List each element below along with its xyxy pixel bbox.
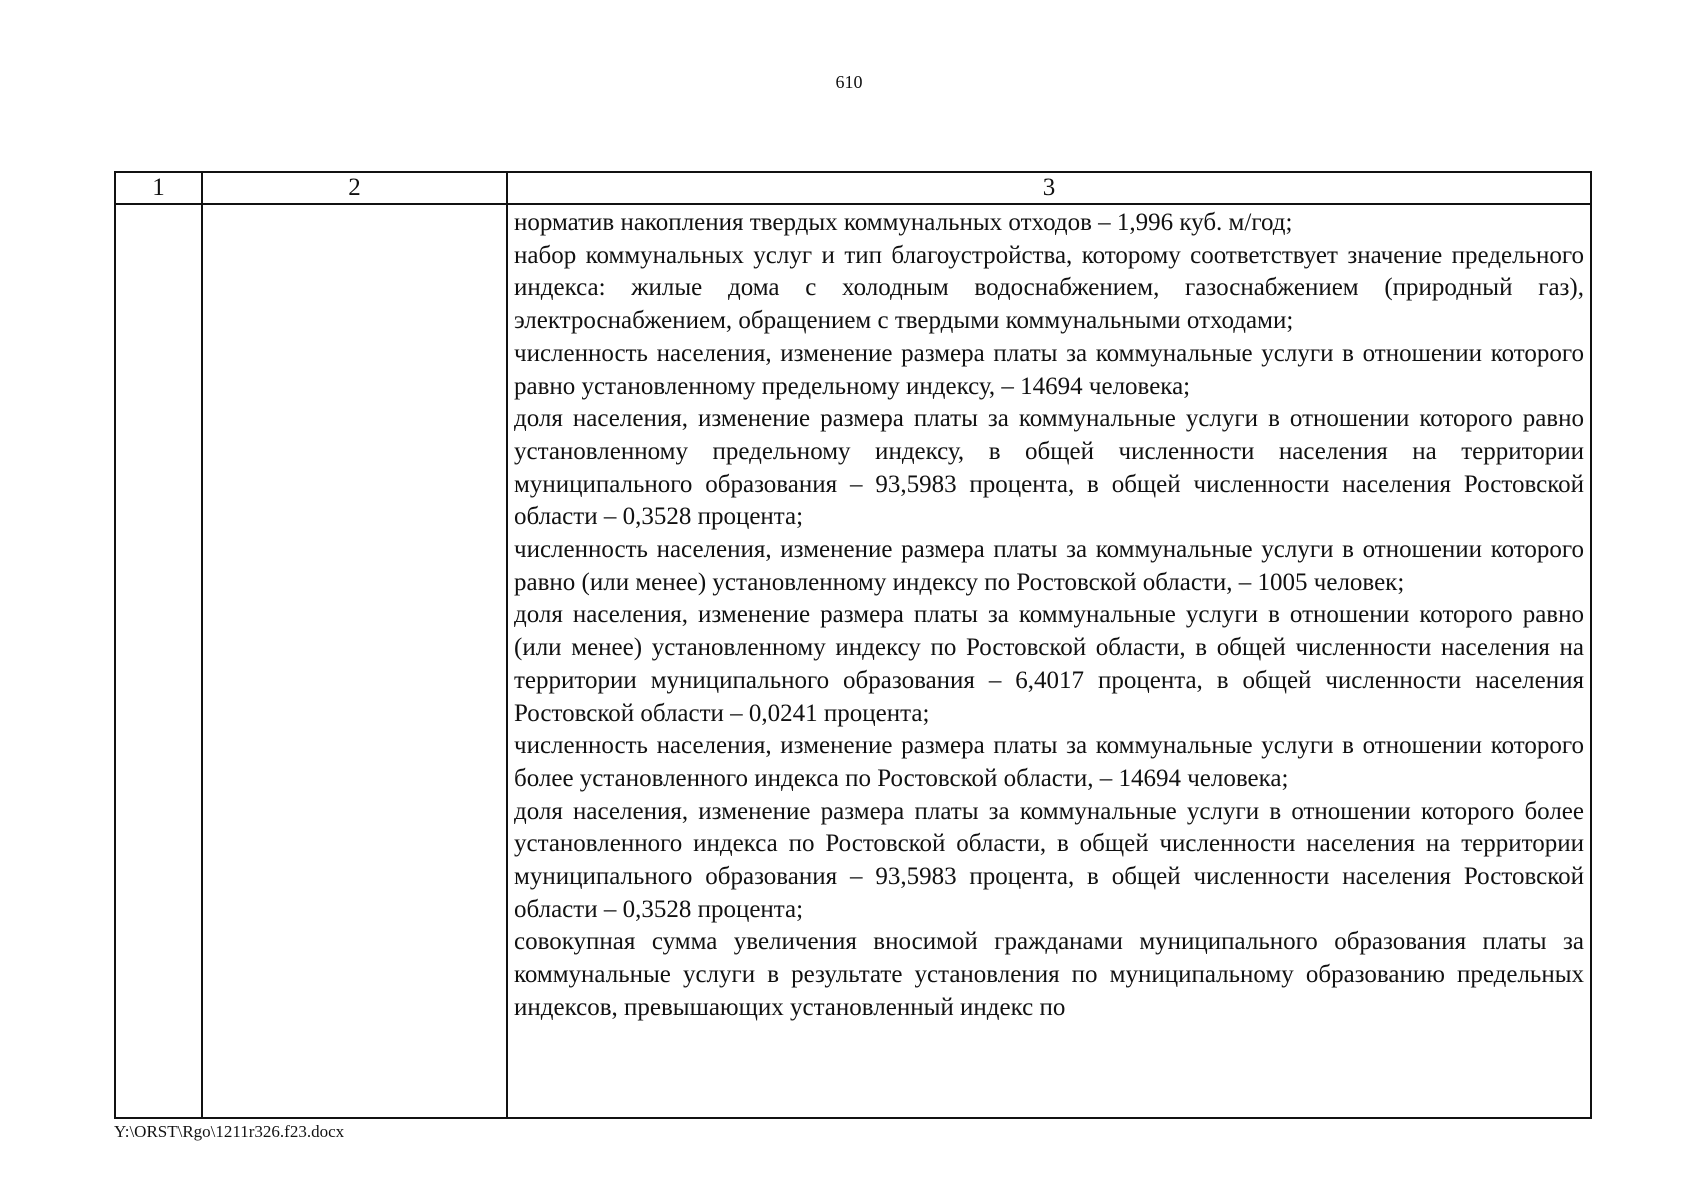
paragraph: численность населения, изменение размера платы за коммунальные услуги в отношении которого равно (или менее) установленному индексу по Ростовской области, – 1005 человек; bbox=[514, 536, 1584, 596]
paragraph: совокупная сумма увеличения вносимой гражданами муниципального образования платы за коммунальные услуги в результате установления по муниципальному образованию предельных индексов, превышающих установленный индекс по bbox=[514, 928, 1584, 1021]
paragraph: доля населения, изменение размера платы за коммунальные услуги в отношении которого равно (или менее) установленному индексу по Ростовской области, в общей численности населения на территории муниципального образования – 6,4017 процента, в общей численности населения Ростовской области – 0,0241 процента; bbox=[514, 601, 1584, 727]
cell-column-2 bbox=[202, 204, 507, 1118]
paragraph: норматив накопления твердых коммунальных отходов – 1,996 куб. м/год; bbox=[514, 209, 1293, 236]
table-row bbox=[115, 204, 1591, 1118]
column-header-2: 2 bbox=[202, 172, 507, 204]
paragraph: набор коммунальных услуг и тип благоустройства, которому соответствует значение предельного индекса: жилые дома с холодным водоснабжением, газоснабжением (природный газ), электроснабжением, обращением с твердыми коммунальными отходами; bbox=[514, 241, 1584, 335]
column-header-1: 1 bbox=[115, 172, 202, 204]
paragraph: численность населения, изменение размера платы за коммунальные услуги в отношении которого более установленного индекса по Ростовской области, – 14694 человека; bbox=[514, 732, 1584, 792]
paragraph: численность населения, изменение размера платы за коммунальные услуги в отношении которого равно установленному предельному индексу, – 14694 человека; bbox=[514, 339, 1584, 400]
page-number: 610 bbox=[835, 72, 863, 92]
table-header-row bbox=[115, 172, 1591, 204]
paragraph: доля населения, изменение размера платы за коммунальные услуги в отношении которого равно установленному предельному индексу, в общей численности населения на территории муниципального образования – 93,5983 процента, в общей численности населения Ростовской области – 0,3528 процента; bbox=[514, 405, 1584, 531]
document-table bbox=[114, 171, 1592, 1119]
cell-column-3 bbox=[507, 204, 1591, 1118]
cell-column-1 bbox=[115, 204, 202, 1118]
footer-file-path: Y:\ORST\Rgo\1211r326.f23.docx bbox=[114, 1122, 345, 1141]
column-header-3: 3 bbox=[507, 172, 1591, 204]
paragraph: доля населения, изменение размера платы за коммунальные услуги в отношении которого более установленного индекса по Ростовской области, в общей численности населения на территории муниципального образования – 93,5983 процента, в общей численности населения Ростовской области – 0,3528 процента; bbox=[514, 797, 1584, 923]
